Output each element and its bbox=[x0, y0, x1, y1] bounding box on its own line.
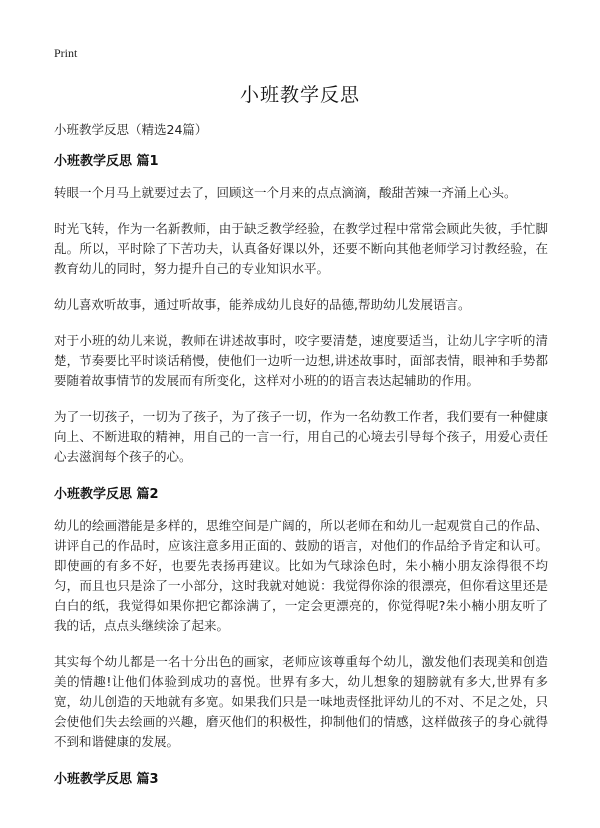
page-title: 小班教学反思 bbox=[239, 84, 360, 106]
section-paragraph: 为了一切孩子，一切为了孩子，为了孩子一切，作为一名幼教工作者，我们要有一种健康向上、不断进取的精神，用自己的一言一行，用自己的心境去引导每个孩子，用爱心责任心去滋润每个孩子的心。 bbox=[54, 409, 548, 464]
print-link[interactable]: Print bbox=[54, 46, 78, 60]
document-subtitle: 小班教学反思（精选24篇） bbox=[54, 122, 208, 137]
section-heading: 小班教学反思 篇2 bbox=[54, 487, 159, 502]
section-heading: 小班教学反思 篇1 bbox=[54, 154, 159, 169]
section-paragraph: 转眼一个月马上就要过去了，回顾这一个月来的点点滴滴，酸甜苦辣一齐涌上心头。 bbox=[54, 185, 517, 200]
section-paragraph: 其实每个幼儿都是一名十分出色的画家，老师应该尊重每个幼儿，激发他们表现美和创造美的情趣!让他们体验到成功的喜悦。世界有多大，幼儿想象的翅膀就有多大,世界有多宽，幼儿创造的天地就有多宽。如果我们只是一味地责怪批评幼儿的不对、不足之处，只会使他们失去绘画的兴趣，磨灭他们的积极性，抑制他们的情感，这样做孩子的身心就得不到和谐健康的发展。 bbox=[54, 654, 548, 749]
section-paragraph: 时光飞转，作为一名新教师，由于缺乏教学经验，在教学过程中常常会顾此失彼，手忙脚乱。所以，平时除了下苦功夫，认真备好课以外，还要不断向其他老师学习讨教经验，在教育幼儿的同时，努力提升自己的专业知识水平。 bbox=[54, 221, 548, 276]
section-paragraph: 对于小班的幼儿来说，教师在讲述故事时，咬字要清楚，速度要适当，让幼儿字字听的清楚，节奏要比平时谈话稍慢，使他们一边听一边想,讲述故事时，面部表情，眼神和手势都要随着故事情节的发展而有所变化，这样对小班的的语言表达起辅助的作用。 bbox=[54, 333, 548, 388]
section-heading: 小班教学反思 篇3 bbox=[54, 772, 159, 787]
section-paragraph: 幼儿的绘画潜能是多样的，思维空间是广阔的，所以老师在和幼儿一起观赏自己的作品、讲评自己的作品时，应该注意多用正面的、鼓励的语言，对他们的作品给予肯定和认可。即使画的有多不好，也要先表扬再建议。比如为气球涂色时，朱小楠小朋友涂得很不均匀，而且也只是涂了一小部分，这时我就对她说：我觉得你涂的很漂亮，但你看这里还是白白的纸，我觉得如果你把它都涂满了，一定会更漂亮的，你觉得呢?朱小楠小朋友听了我的话，点点头继续涂了起来。 bbox=[54, 518, 548, 633]
document-content bbox=[54, 150, 548, 801]
section-paragraph: 幼儿喜欢听故事，通过听故事，能养成幼儿良好的品德,帮助幼儿发展语言。 bbox=[54, 297, 471, 312]
